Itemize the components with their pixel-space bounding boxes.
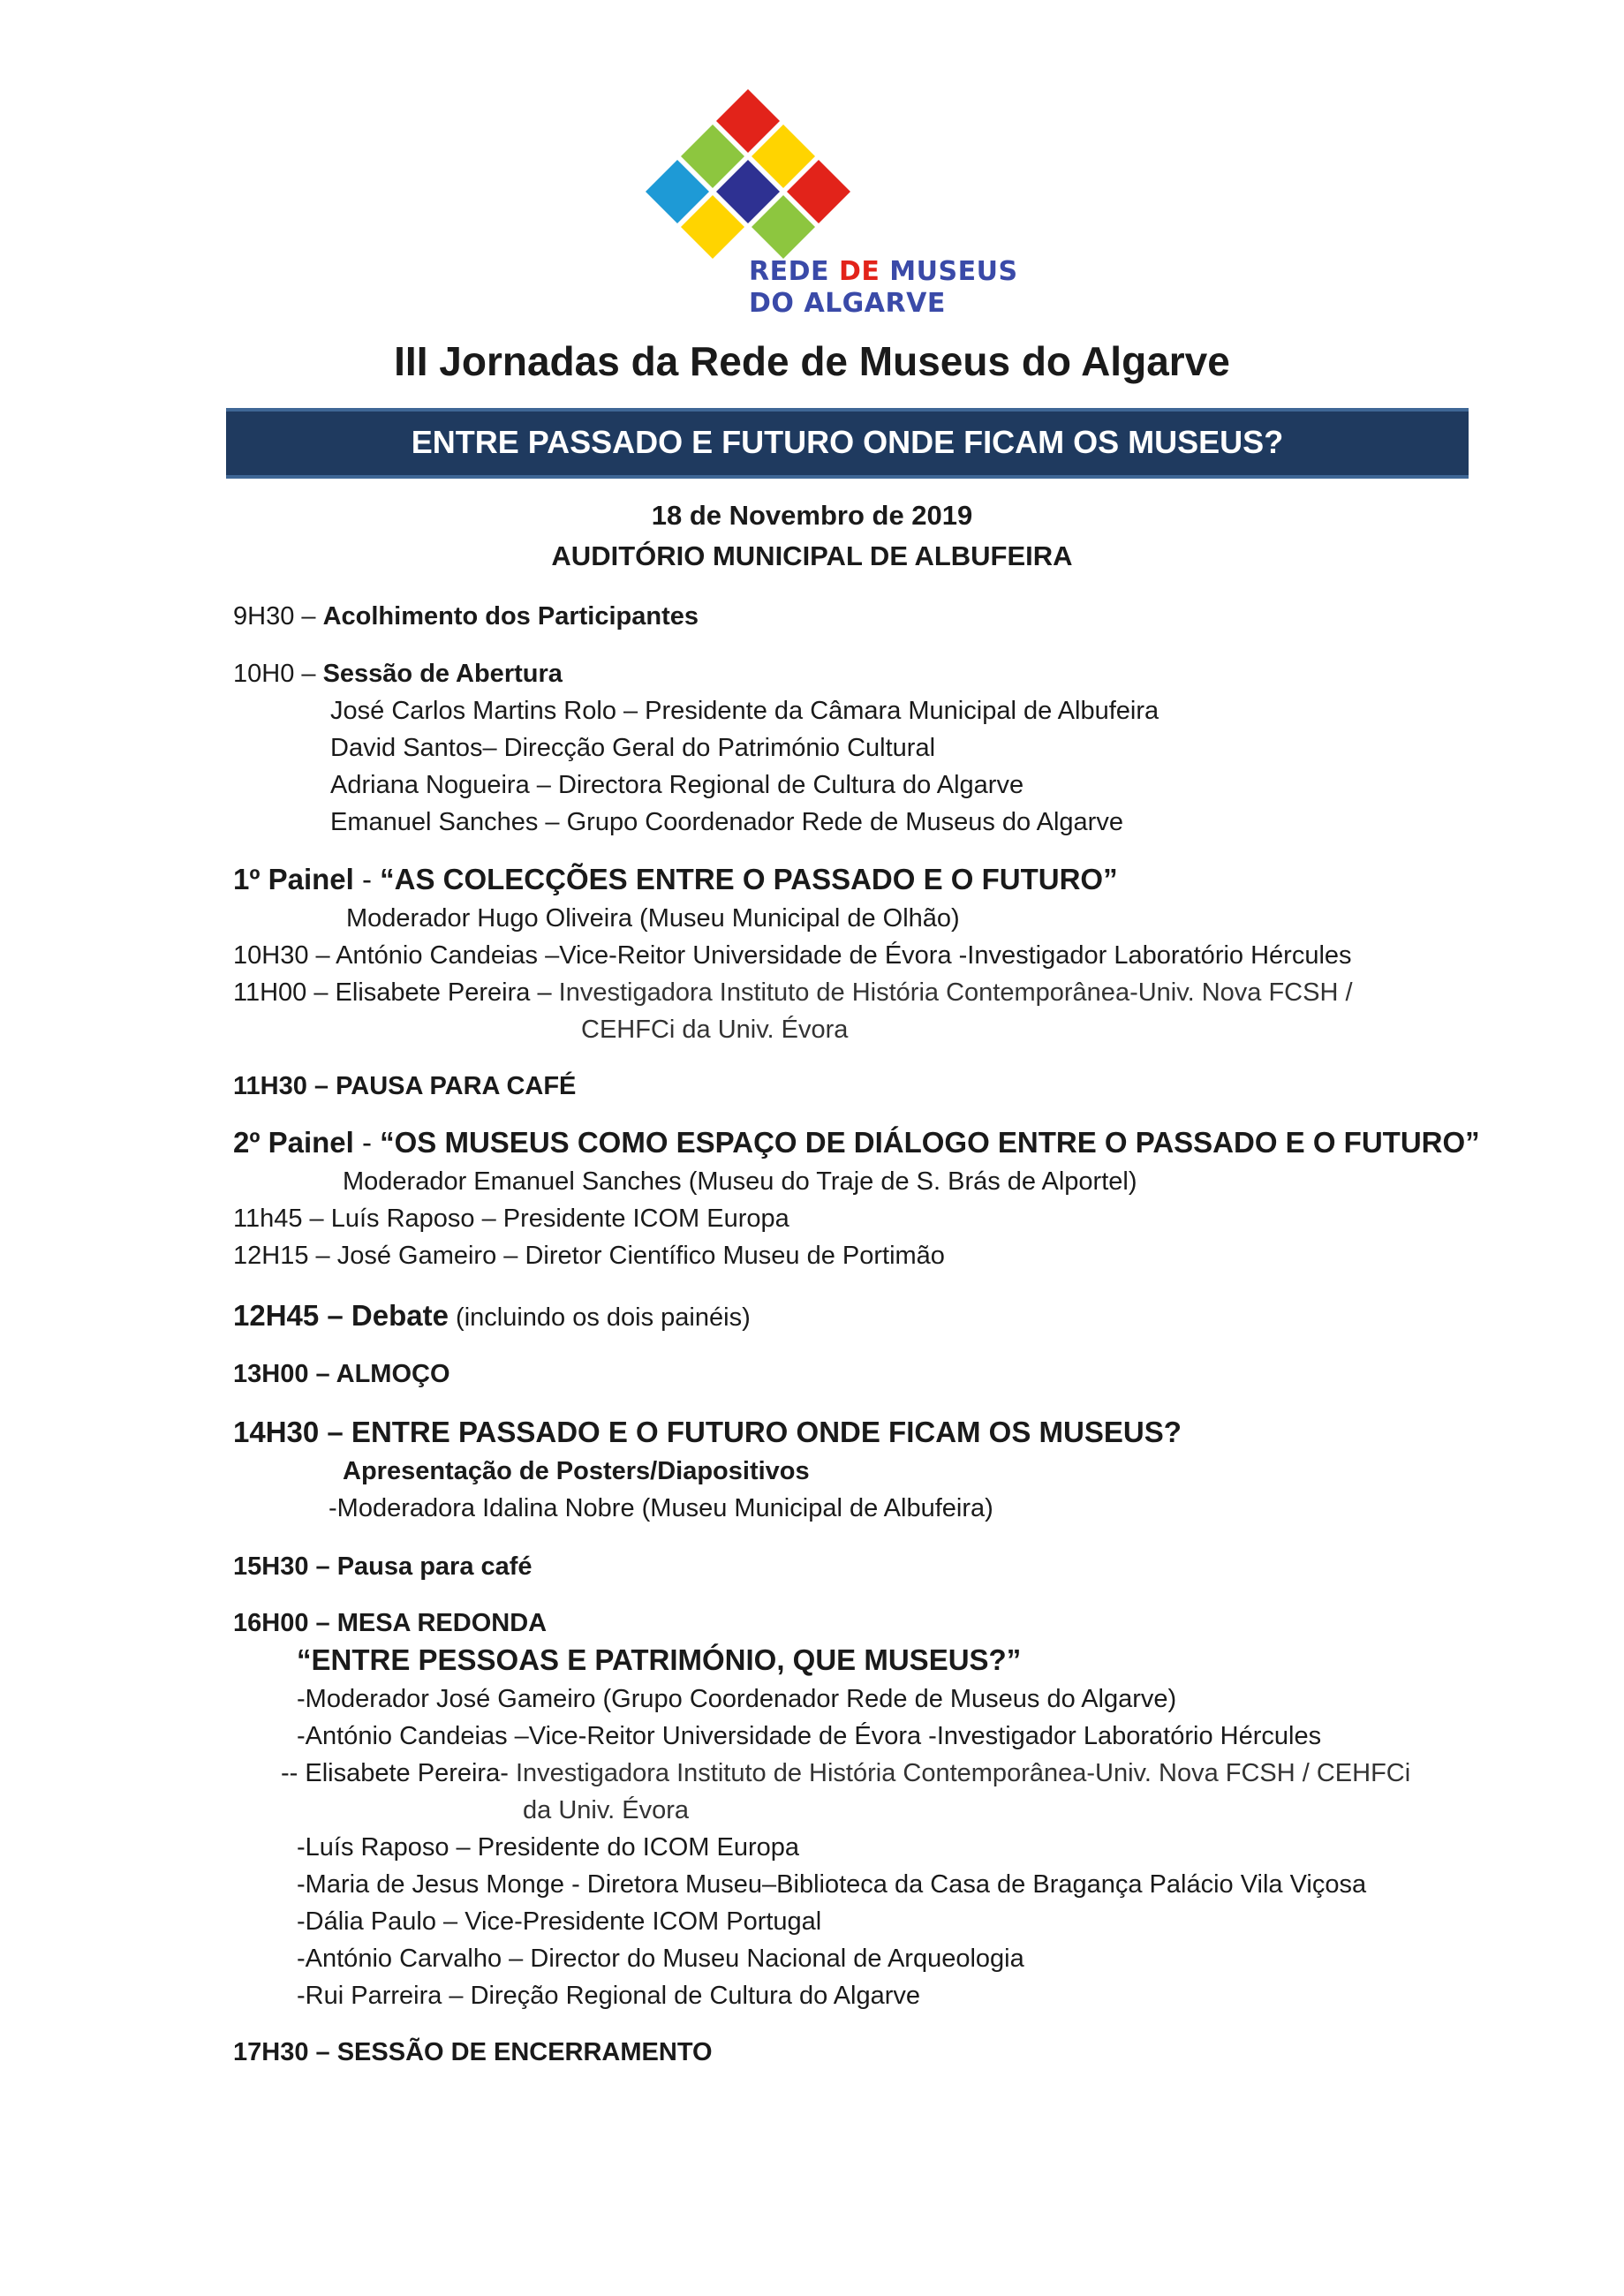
speaker-line: Emanuel Sanches – Grupo Coordenador Rede de Museus do Algarve: [330, 808, 1123, 836]
speaker-line-continuation: da Univ. Évora: [523, 1796, 690, 1824]
theme-banner: [226, 408, 1469, 479]
speaker-line: David Santos– Direcção Geral do Património Cultural: [330, 734, 936, 762]
program-subheading: Apresentação de Posters/Diapositivos: [343, 1457, 810, 1485]
moderator-line: -Moderador José Gameiro (Grupo Coordenador Rede de Museus do Algarve): [297, 1685, 1177, 1713]
program-item: 10H0 – Sessão de Abertura: [233, 660, 563, 688]
program-item: 11H30 – PAUSA PARA CAFÉ: [233, 1072, 577, 1100]
program-item: 9H30 – Acolhimento dos Participantes: [233, 602, 699, 631]
moderator-line: Moderador Emanuel Sanches (Museu do Traje de S. Brás de Alportel): [343, 1167, 1137, 1196]
program-item: 13H00 – ALMOÇO: [233, 1360, 450, 1388]
panel-heading: 2º Painel - “OS MUSEUS COMO ESPAÇO DE DIÁLOGO ENTRE O PASSADO E O FUTURO”: [233, 1126, 1480, 1159]
speaker-line: José Carlos Martins Rolo – Presidente da Câmara Municipal de Albufeira: [330, 697, 1159, 725]
program-item: 12H15 – José Gameiro – Diretor Científico Museu de Portimão: [233, 1242, 945, 1270]
round-table-title: “ENTRE PESSOAS E PATRIMÓNIO, QUE MUSEUS?”: [297, 1643, 1022, 1676]
program-item: 10H30 – António Candeias –Vice-Reitor Universidade de Évora -Investigador Laboratório Hércules: [233, 941, 1352, 970]
logo-wordmark: REDE DE MUSEUS DO ALGARVE: [749, 256, 1018, 319]
page-title: III Jornadas da Rede de Museus do Algarve: [394, 338, 1230, 384]
diamond-mosaic-icon: [645, 84, 1033, 261]
program-item: 11H00 – Elisabete Pereira – Investigadora Instituto de História Contemporânea-Univ. Nova FCSH /: [233, 978, 1353, 1007]
speaker-line: -Luís Raposo – Presidente do ICOM Europa: [297, 1833, 800, 1862]
speaker-line: -Dália Paulo – Vice-Presidente ICOM Portugal: [297, 1907, 822, 1936]
moderator-line: -Moderadora Idalina Nobre (Museu Municipal de Albufeira): [329, 1494, 993, 1522]
banner-text: ENTRE PASSADO E FUTURO ONDE FICAM OS MUSEUS?: [411, 424, 1284, 460]
rede-museus-logo: [645, 84, 1033, 340]
program-item: 17H30 – SESSÃO DE ENCERRAMENTO: [233, 2038, 713, 2066]
program-item: 12H45 – Debate (incluindo os dois painéis): [233, 1299, 751, 1332]
moderator-line: Moderador Hugo Oliveira (Museu Municipal de Olhão): [346, 904, 960, 933]
speaker-line: -- Elisabete Pereira- Investigadora Instituto de História Contemporânea-Univ. Nova FCSH / CEHFCi: [281, 1759, 1411, 1787]
speaker-line: -António Candeias –Vice-Reitor Universidade de Évora -Investigador Laboratório Hércules: [297, 1722, 1322, 1750]
program-item: 15H30 – Pausa para café: [233, 1552, 533, 1581]
program-item-continuation: CEHFCi da Univ. Évora: [581, 1016, 849, 1044]
speaker-line: -Rui Parreira – Direção Regional de Cultura do Algarve: [297, 1982, 921, 2010]
speaker-line: -Maria de Jesus Monge - Diretora Museu–Biblioteca da Casa de Bragança Palácio Vila Viçosa: [297, 1870, 1367, 1899]
event-date: 18 de Novembro de 2019: [651, 500, 973, 531]
program-item: 16H00 – MESA REDONDA: [233, 1609, 548, 1637]
program-item: 14H30 – ENTRE PASSADO E O FUTURO ONDE FICAM OS MUSEUS?: [233, 1416, 1182, 1448]
event-venue: AUDITÓRIO MUNICIPAL DE ALBUFEIRA: [551, 540, 1073, 571]
speaker-line: Adriana Nogueira – Directora Regional de Cultura do Algarve: [330, 771, 1024, 799]
speaker-line: -António Carvalho – Director do Museu Nacional de Arqueologia: [297, 1945, 1024, 1973]
program-item: 11h45 – Luís Raposo – Presidente ICOM Europa: [233, 1205, 789, 1233]
panel-heading: 1º Painel - “AS COLECÇÕES ENTRE O PASSADO E O FUTURO”: [233, 863, 1118, 895]
